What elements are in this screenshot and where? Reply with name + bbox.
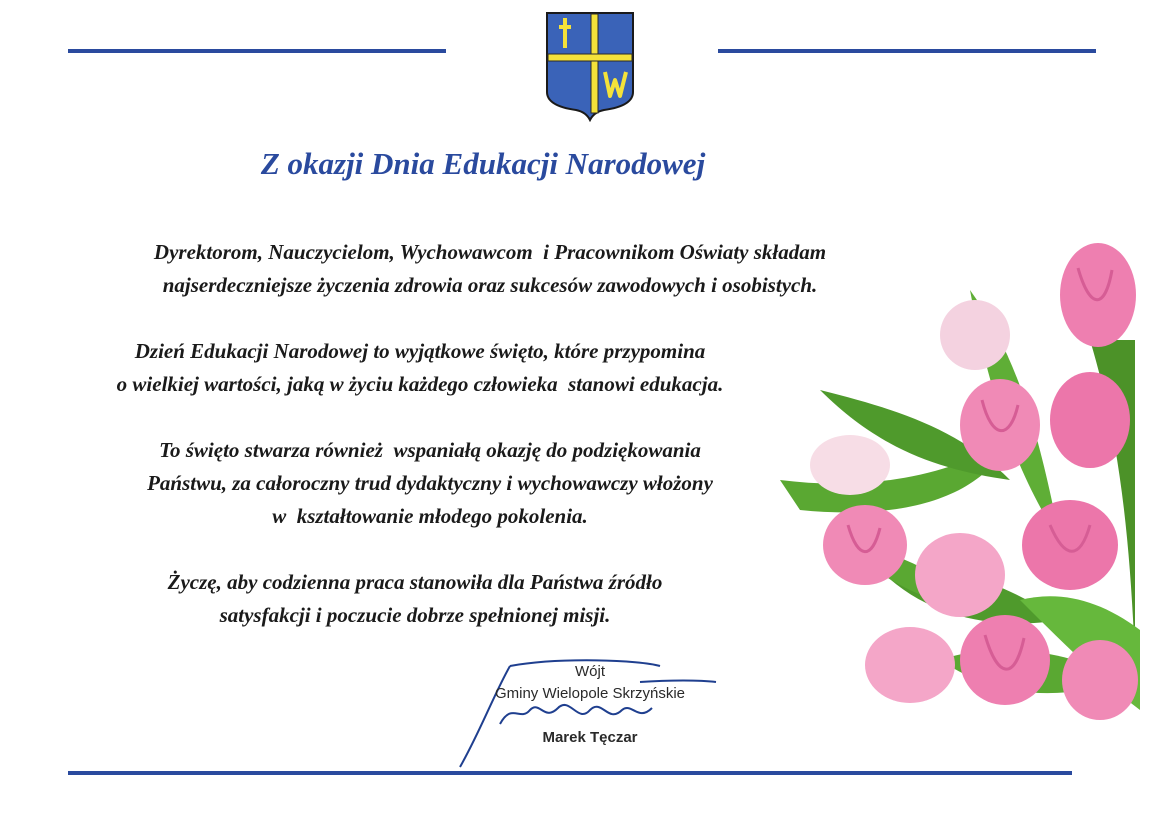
- signature-role: Wójt: [575, 663, 605, 680]
- holiday-line-2: o wielkiej wartości, jaką w życiu każdego człowieka stanowi edukacja.: [116, 372, 724, 396]
- page-title: Z okazji Dnia Edukacji Narodowej: [260, 146, 706, 181]
- signature-block: [440, 652, 740, 772]
- wishes-line-2: satysfakcji i poczucie dobrze spełnionej misji.: [219, 603, 611, 627]
- coat-of-arms-icon: [544, 10, 636, 122]
- bottom-divider: [68, 771, 1072, 775]
- wishes-line-1: Życzę, aby codzienna praca stanowiła dla Państwa źródło: [167, 570, 663, 594]
- greeting-line-2: najserdeczniejsze życzenia zdrowia oraz sukcesów zawodowych i osobistych.: [162, 273, 818, 297]
- signature-name: Marek Tęczar: [542, 729, 638, 746]
- greeting-line-1: Dyrektorom, Nauczycielom, Wychowawcom i Pracownikom Oświaty składam: [153, 240, 827, 264]
- top-left-divider: [68, 49, 446, 53]
- thanks-line-2: Państwu, za całoroczny trud dydaktyczny i wychowawczy włożony: [147, 471, 713, 495]
- top-right-divider: [718, 49, 1096, 53]
- thanks-line-3: w kształtowanie młodego pokolenia.: [272, 504, 588, 528]
- signature-office: Gminy Wielopole Skrzyńskie: [494, 685, 686, 702]
- thanks-line-1: To święto stwarza również wspaniałą okazję do podziękowania: [159, 438, 701, 462]
- wishes-paragraph: [20, 566, 810, 632]
- tulip-bouquet-icon: [760, 240, 1140, 725]
- holiday-paragraph: [20, 335, 820, 401]
- thanks-paragraph: [20, 434, 840, 533]
- holiday-line-1: Dzień Edukacji Narodowej to wyjątkowe święto, które przypomina: [134, 339, 706, 363]
